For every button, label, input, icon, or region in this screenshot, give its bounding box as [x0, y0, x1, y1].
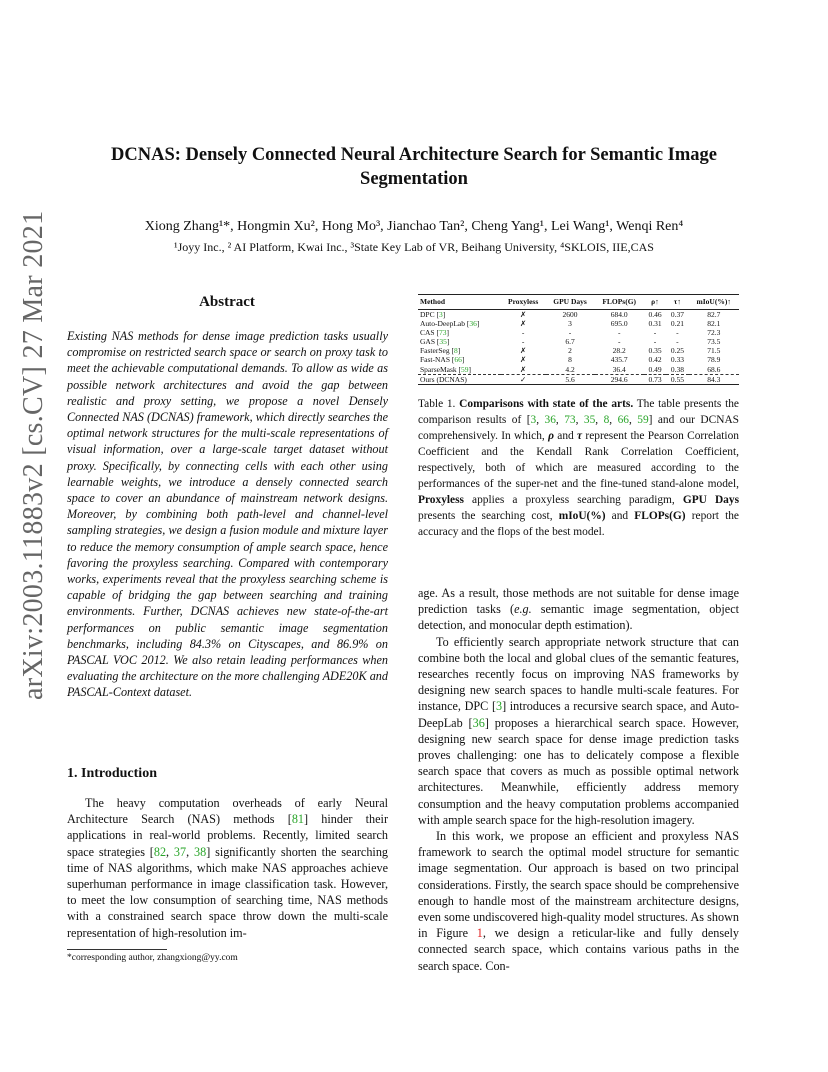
col-header: Method: [418, 295, 501, 310]
citation-link[interactable]: 3: [438, 310, 443, 319]
paper-title: DCNAS: Densely Connected Neural Architecture Search for Semantic Image Segmentation: [111, 145, 717, 189]
footnote-rule: [67, 949, 167, 950]
section-introduction-heading: 1. Introduction: [67, 766, 157, 781]
table-row-ours: Ours (DCNAS) ✓ 5.6 294.6 0.73 0.55 84.3: [418, 374, 739, 384]
citation-link[interactable]: 38: [194, 844, 207, 859]
citation-link[interactable]: 35: [583, 414, 596, 426]
table-row: FasterSeg [8] ✗ 2 28.2 0.35 0.25 71.5: [420, 346, 721, 356]
citation-link[interactable]: 66: [617, 414, 629, 426]
figure-link[interactable]: 1: [476, 926, 483, 941]
col-header: ρ↑: [644, 295, 666, 310]
citation-link[interactable]: 3: [530, 414, 537, 426]
author-list: Xiong Zhang¹*, Hongmin Xu², Hong Mo³, Jianchao Tan², Cheng Yang¹, Lei Wang¹, Wenqi Ren⁴: [144, 219, 684, 234]
citation-link[interactable]: 73: [438, 328, 447, 338]
table-header-row: [418, 295, 739, 310]
table-caption: Table 1. Comparisons with state of the arts. The table presents the comparison results of [3, 36, 73, 35, 8, 66, 59] and our DCNAS comprehensively. In which, ρ and τ represent the Pearson Correlation Coefficient and the Kendall Rank Correlation Coefficient, respectively, both of which are measured according to the performances of the super-net and the fine-tuned stand-alone model, Proxyless applies a proxyless searching paradigm, GPU Days presents the searching cost, mIoU(%) and FLOPs(G) report the accuracy and the flops of the best model.: [418, 398, 739, 538]
intro-paragraph-2: To efficiently search appropriate network structure that can combine both the local and global clues of the semantic features, researches recently focus on improving NAS frameworks by designing new search spaces to handle multi-scale features. For instance, DPC [3] introduces a recursive search space, and Auto-DeepLab [36] proposes a hierarchical search space. However, designing new search space for dense image prediction tasks proves challenging: one has to delicately compose a flexible search space that covers as much as possible optimal network architectures. Meanwhile, efficiently address memory consumption and the heavy computation problems accompanied with ample search space for the high-resolution imagery.: [418, 634, 739, 827]
col-header: FLOPs(G): [595, 295, 644, 310]
citation-link[interactable]: 8: [453, 346, 458, 356]
citation-link[interactable]: 36: [544, 414, 556, 426]
table-row: DPC [3] ✗ 2600 684.0 0.46 0.37 82.7: [420, 310, 721, 319]
table-row: CAS [73] - - - - - 72.3: [420, 328, 721, 338]
intro-paragraph-1: The heavy computation overheads of early Neural Architecture Search (NAS) methods [81] hinder their applications in real-world problems. Recently, limited search space strategies [82, 37, 38] significantly shorten the searching time of NAS algorithms, which make NAS approaches achieve superhuman performance in image classification task. However, to meet the low consumption of searching time, NAS methods with a constrained search space throw down the multi-scale representation of high-resolution im-: [67, 796, 389, 940]
col-header: τ↑: [666, 295, 688, 310]
citation-link[interactable]: 66: [454, 355, 462, 365]
affiliations: ¹Joyy Inc., ² AI Platform, Kwai Inc., ³State Key Lab of VR, Beihang University, ⁴SKLOIS, IIE,CAS: [174, 240, 654, 254]
citation-link[interactable]: 3: [496, 699, 503, 714]
footnote: *corresponding author, zhangxiong@yy.com: [67, 953, 238, 963]
col-header: GPU Days: [546, 295, 595, 310]
table-row: Fast-NAS [66] ✗ 8 435.7 0.42 0.33 78.9: [420, 355, 721, 365]
citation-link[interactable]: 59: [461, 364, 469, 374]
citation-link[interactable]: 37: [173, 844, 187, 859]
table-row: SparseMask [59] ✗ 4.2 36.4 0.49 0.38 68.6: [420, 364, 721, 374]
citation-link[interactable]: 36: [469, 319, 477, 329]
col-header: Proxyless: [501, 295, 546, 310]
citation-link[interactable]: 73: [564, 414, 576, 426]
intro-paragraph-3: In this work, we propose an efficient and proxyless NAS framework to search the optimal model structure for semantic image segmentation. Our approach is based on two principal considerations. Firstly, the search space should be comprehensive enough to handle most of the mainstream architecture designs, even some undiscovered high-quality model structures. As shown in Figure 1, we design a reticular-like and fully densely connected search space, which contains various paths in the search space. Con-: [418, 829, 739, 973]
arxiv-side-label: arXiv:2003.11883v2 [cs.CV] 27 Mar 2021: [18, 210, 49, 700]
citation-link[interactable]: 8: [603, 414, 610, 426]
abstract-text: Existing NAS methods for dense image prediction tasks usually compromise on restricted search space or search on proxy task to meet the achievable computational demands. To allow as wide as possible network architectures and avoid the gap between realistic and proxy setting, we propose a novel Densely Connected NAS (DCNAS) framework, which directly searches the optimal network structures for the multi-scale representations of visual information, over a large-scale target dataset without proxy. Specifically, by connecting cells with each other using learnable weights, we introduce a densely connected search space to cover an abundance of mainstream network designs. Moreover, by combining both path-level and channel-level sampling strategies, we design a fusion module and mixture layer to reduce the memory consumption of ample search space, hence favoring the proxyless searching. Compared with contemporary works, experiments reveal that the proxyless searching scheme is capable of bridging the gap between searching and training environments. Further, DCNAS achieves new state-of-the-art performances on public semantic image segmentation benchmarks, including 84.3% on Cityscapes, and 86.9% on PASCAL VOC 2012. We also retain leading performances when evaluating the architecture on the more challenging ADE20K and PASCAL-Context dataset.: [67, 329, 388, 700]
table-row: GAS [35] - 6.7 - - - 73.5: [420, 337, 721, 347]
citation-link[interactable]: 82: [153, 844, 167, 859]
comparison-table: [418, 294, 739, 385]
citation-link[interactable]: 81: [291, 812, 305, 827]
intro-paragraph-cont: age. As a result, those methods are not suitable for dense image prediction tasks (e.g. semantic image segmentation, object detection, and monocular depth estimation).: [418, 586, 739, 633]
citation-link[interactable]: 35: [439, 337, 447, 347]
abstract-heading: Abstract: [199, 294, 255, 310]
col-header: mIoU(%)↑: [689, 295, 739, 310]
citation-link[interactable]: 59: [637, 414, 649, 426]
citation-link[interactable]: 36: [472, 715, 485, 730]
table-row: Auto-DeepLab [36] ✗ 3 695.0 0.31 0.21 82.1: [420, 319, 721, 329]
right-column-text: [418, 585, 739, 974]
